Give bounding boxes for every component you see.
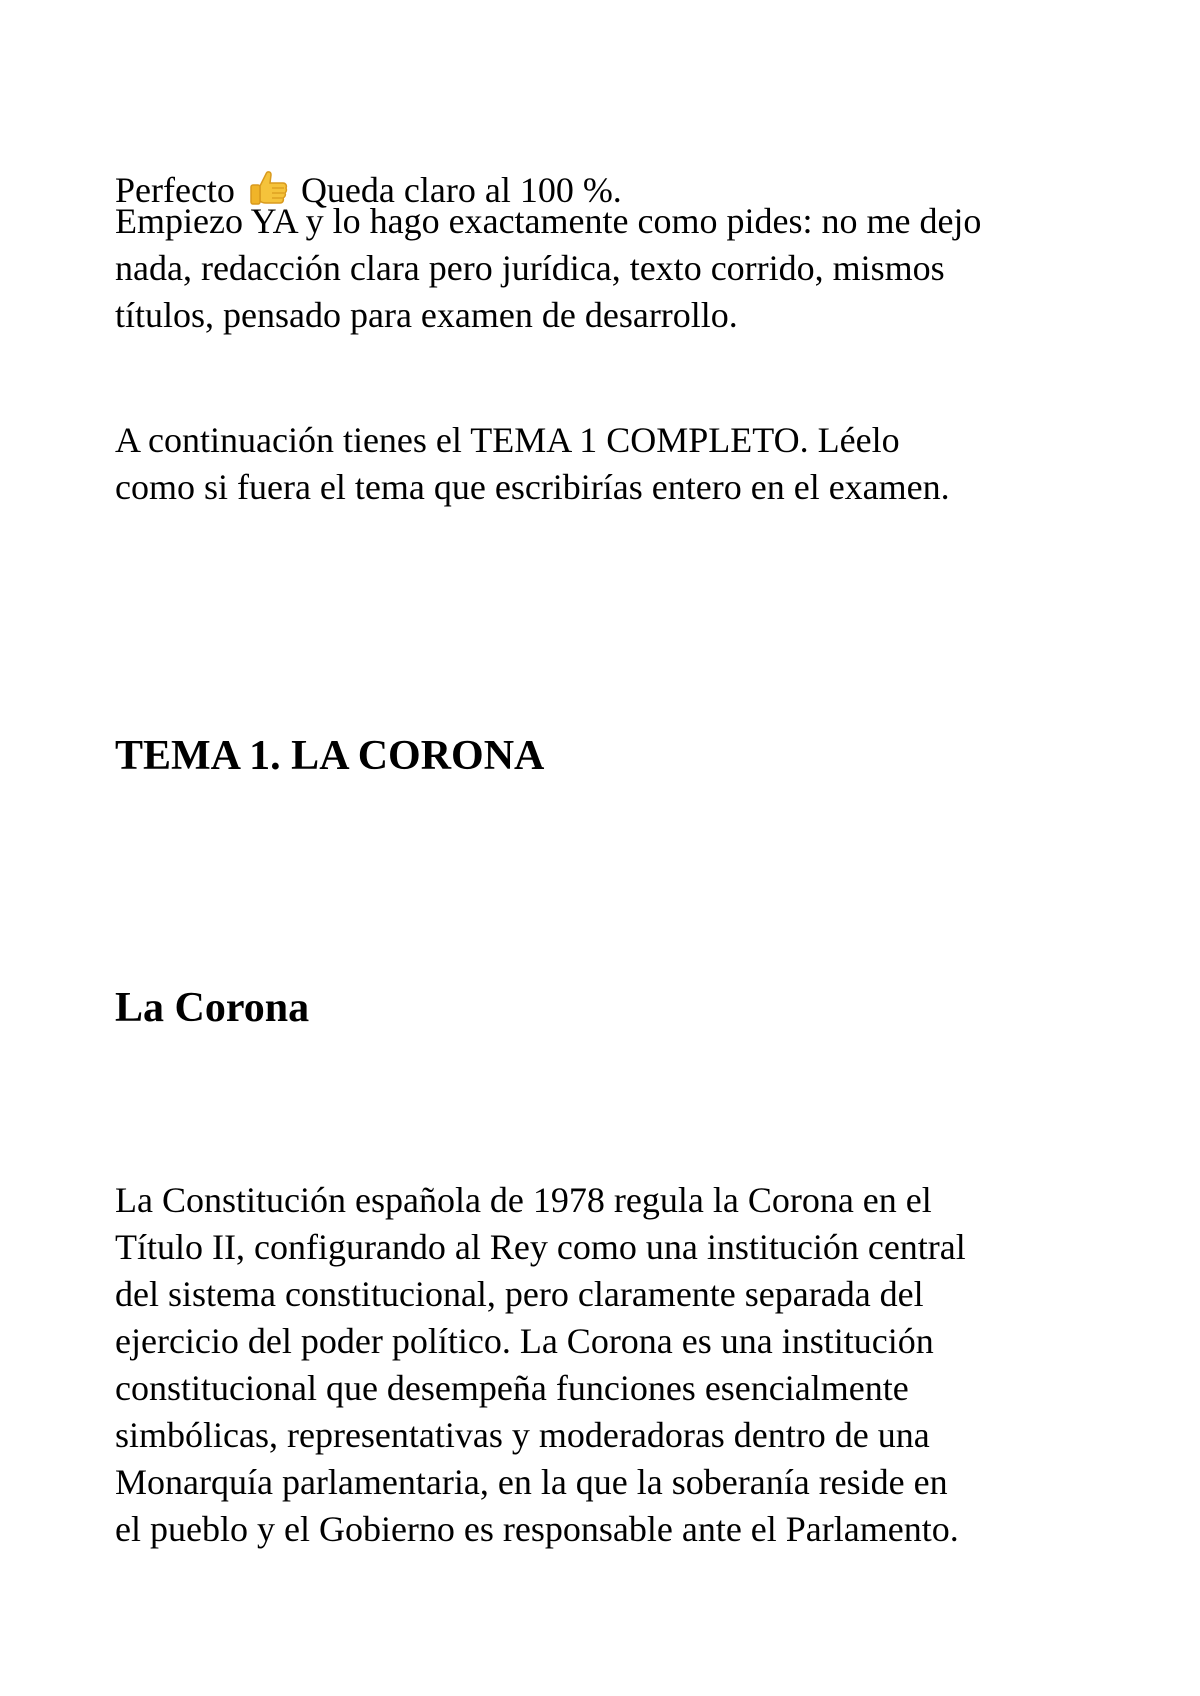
section-heading: La Corona [115, 985, 310, 1031]
topic-title: TEMA 1. LA CORONA [115, 733, 545, 779]
intro-text-before: Perfecto [115, 170, 244, 210]
intro-text-after: Queda claro al 100 %. [291, 170, 622, 210]
intro-paragraph-2: Empiezo YA y lo hago exactamente como pides: no me dejo nada, redacción clara pero jurídica, texto corrido, mismos títulos, pensado para examen de desarrollo. [115, 201, 982, 335]
body-paragraph: La Constitución española de 1978 regula la Corona en el Título II, configurando al Rey como una institución central del sistema constitucional, pero claramente separada del ejercicio del poder político. La Corona es una institución constitucional que desempeña funciones esencialmente simbólicas, representativas y moderadoras dentro de una Monarquía parlamentaria, en la que la soberanía reside en el pueblo y el Gobierno es responsable ante el Parlamento. [115, 1180, 966, 1549]
intro-paragraph-3: A continuación tienes el TEMA 1 COMPLETO. Léelo como si fuera el tema que escribirías entero en el examen. [115, 420, 950, 507]
